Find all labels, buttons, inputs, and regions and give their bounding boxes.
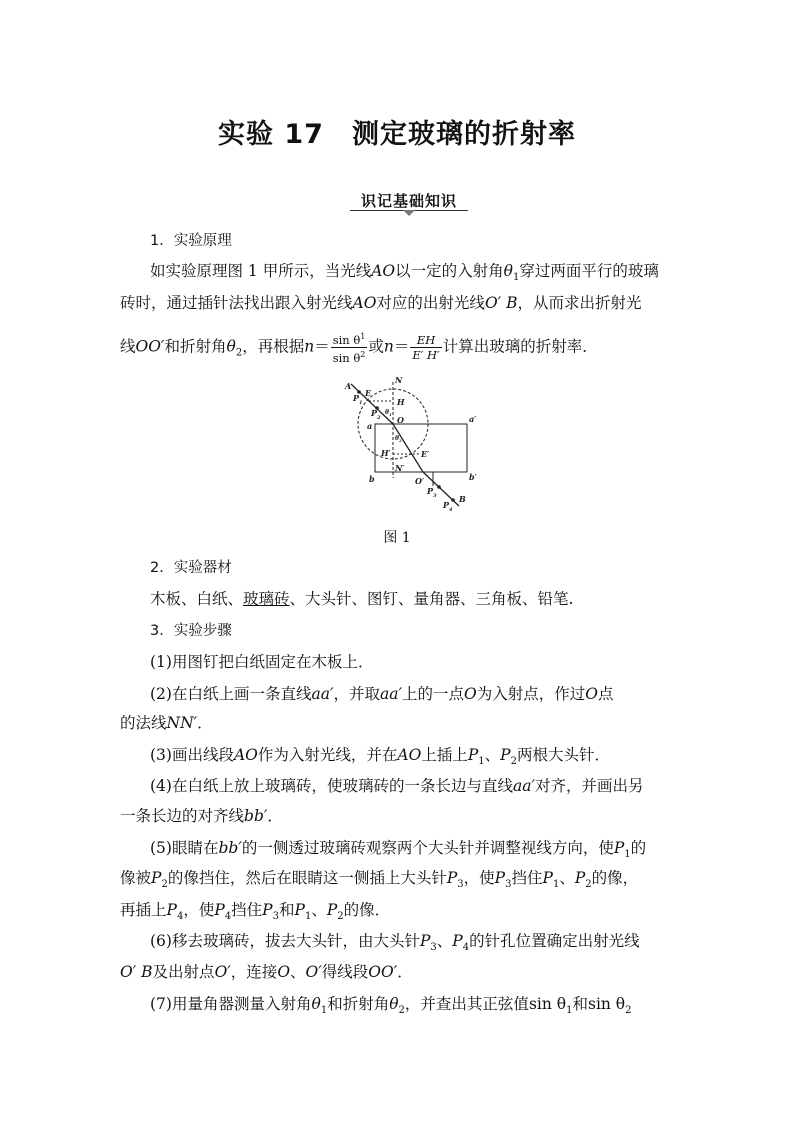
svg-text:O′: O′ [415, 476, 425, 486]
svg-text:P: P [371, 408, 378, 418]
svg-text:O: O [397, 415, 404, 425]
svg-text:P: P [443, 500, 450, 510]
incident-ray [351, 384, 393, 424]
svg-text:2: 2 [377, 415, 381, 421]
svg-text:E′: E′ [421, 449, 430, 459]
svg-text:b: b [369, 474, 375, 484]
principle-line-2: 砖时，通过插针法找出跟入射光线AO对应的出射光线O′ B，从而求出折射光 [120, 294, 642, 312]
svg-text:1: 1 [359, 400, 363, 406]
step-7: (7)用量角器测量入射角$\theta_1$和折射角$\theta_2$，并查出其正弦值$\sin \theta_1$和$\sin \theta_2$ [150, 995, 632, 1017]
svg-text:3: 3 [433, 493, 437, 499]
svg-text:P: P [353, 393, 360, 403]
step-4-line-1: (4)在白纸上放上玻璃砖，使玻璃砖的一条长边与直线aa′对齐，并画出另 [150, 777, 644, 795]
refraction-diagram [335, 374, 495, 514]
svg-text:θ: θ [385, 409, 390, 416]
section-label-text: 识记基础知识 [360, 192, 457, 210]
step-4-line-2: 一条长边的对齐线bb′． [120, 807, 283, 825]
step-2-line-1: (2)在白纸上画一条直线aa′，并取aa′上的一点O为入射点，作过O点 [150, 685, 614, 703]
step-5-line-3: 再插上$P_4$，使$P_4$挡住$P_3$和$P_1$、$P_2$的像． [120, 901, 391, 923]
svg-text:1: 1 [389, 412, 392, 417]
principle-heading: 1．实验原理 [150, 233, 232, 249]
principle-line-3: 线OO′和折射角$\theta_2$，再根据n＝ $\frac{\sin \theta^1}{\sin \theta^2}$ 或n＝ $\frac{EH}{E' H'}$ 计算出玻璃的折射率． [120, 332, 598, 365]
svg-text:H: H [397, 397, 405, 407]
triangle-down-icon [403, 210, 415, 216]
svg-text:A: A [345, 381, 352, 391]
svg-text:N′: N′ [395, 463, 405, 473]
svg-text:P: P [427, 486, 434, 496]
sine-ratio-fraction: $\frac{\sin \theta^1}{\sin \theta^2}$ [332, 332, 366, 365]
page-title: 实验 17 测定玻璃的折射率 [218, 119, 576, 150]
svg-text:E: E [365, 388, 372, 398]
svg-text:b′: b′ [469, 472, 477, 482]
svg-text:2: 2 [399, 438, 402, 443]
svg-text:θ: θ [395, 435, 400, 442]
length-ratio-fraction: $\frac{EH}{E' H'}$ [412, 332, 440, 362]
step-2-line-2: 的法线NN′． [120, 714, 213, 732]
step-1: (1)用图钉把白纸固定在木板上． [150, 653, 374, 671]
pin-P4 [451, 498, 455, 502]
svg-text:a′: a′ [469, 414, 477, 424]
step-5-line-2: 像被$P_2$的像挡住，然后在眼睛这一侧插上大头针$P_3$，使$P_3$挡住$P_1$、$P_2$的像， [120, 869, 639, 891]
figure-caption: 图 1 [383, 530, 411, 546]
svg-text:a: a [367, 421, 373, 431]
step-6-line-1: (6)移去玻璃砖，拔去大头针，由大头针$P_3$、$P_4$的针孔位置确定出射光线 [150, 932, 640, 954]
steps-heading: 3．实验步骤 [150, 623, 232, 639]
section-label [350, 188, 468, 218]
principle-line-1: 如实验原理图 1 甲所示，当光线AO以一定的入射角$\theta_1$穿过两面平行的玻璃 [150, 262, 659, 284]
step-5-line-1: (5)眼睛在bb′的一侧透过玻璃砖观察两个大头针并调整视线方向，使$P_1$的 [150, 839, 647, 861]
svg-text:B: B [459, 494, 466, 504]
svg-text:H′: H′ [381, 448, 391, 458]
materials-text: 木板、白纸、玻璃砖、大头针、图钉、量角器、三角板、铅笔. [150, 590, 574, 608]
step-3: (3)画出线段AO作为入射光线，并在AO上插上$P_1$、$P_2$两根大头针． [150, 746, 610, 768]
materials-heading: 2．实验器材 [150, 560, 232, 576]
pin-P3 [437, 485, 441, 489]
svg-text:N: N [395, 375, 403, 385]
svg-text:4: 4 [449, 507, 453, 513]
step-6-line-2: O′ B及出射点O′，连接O、O′得线段OO′． [120, 963, 413, 981]
